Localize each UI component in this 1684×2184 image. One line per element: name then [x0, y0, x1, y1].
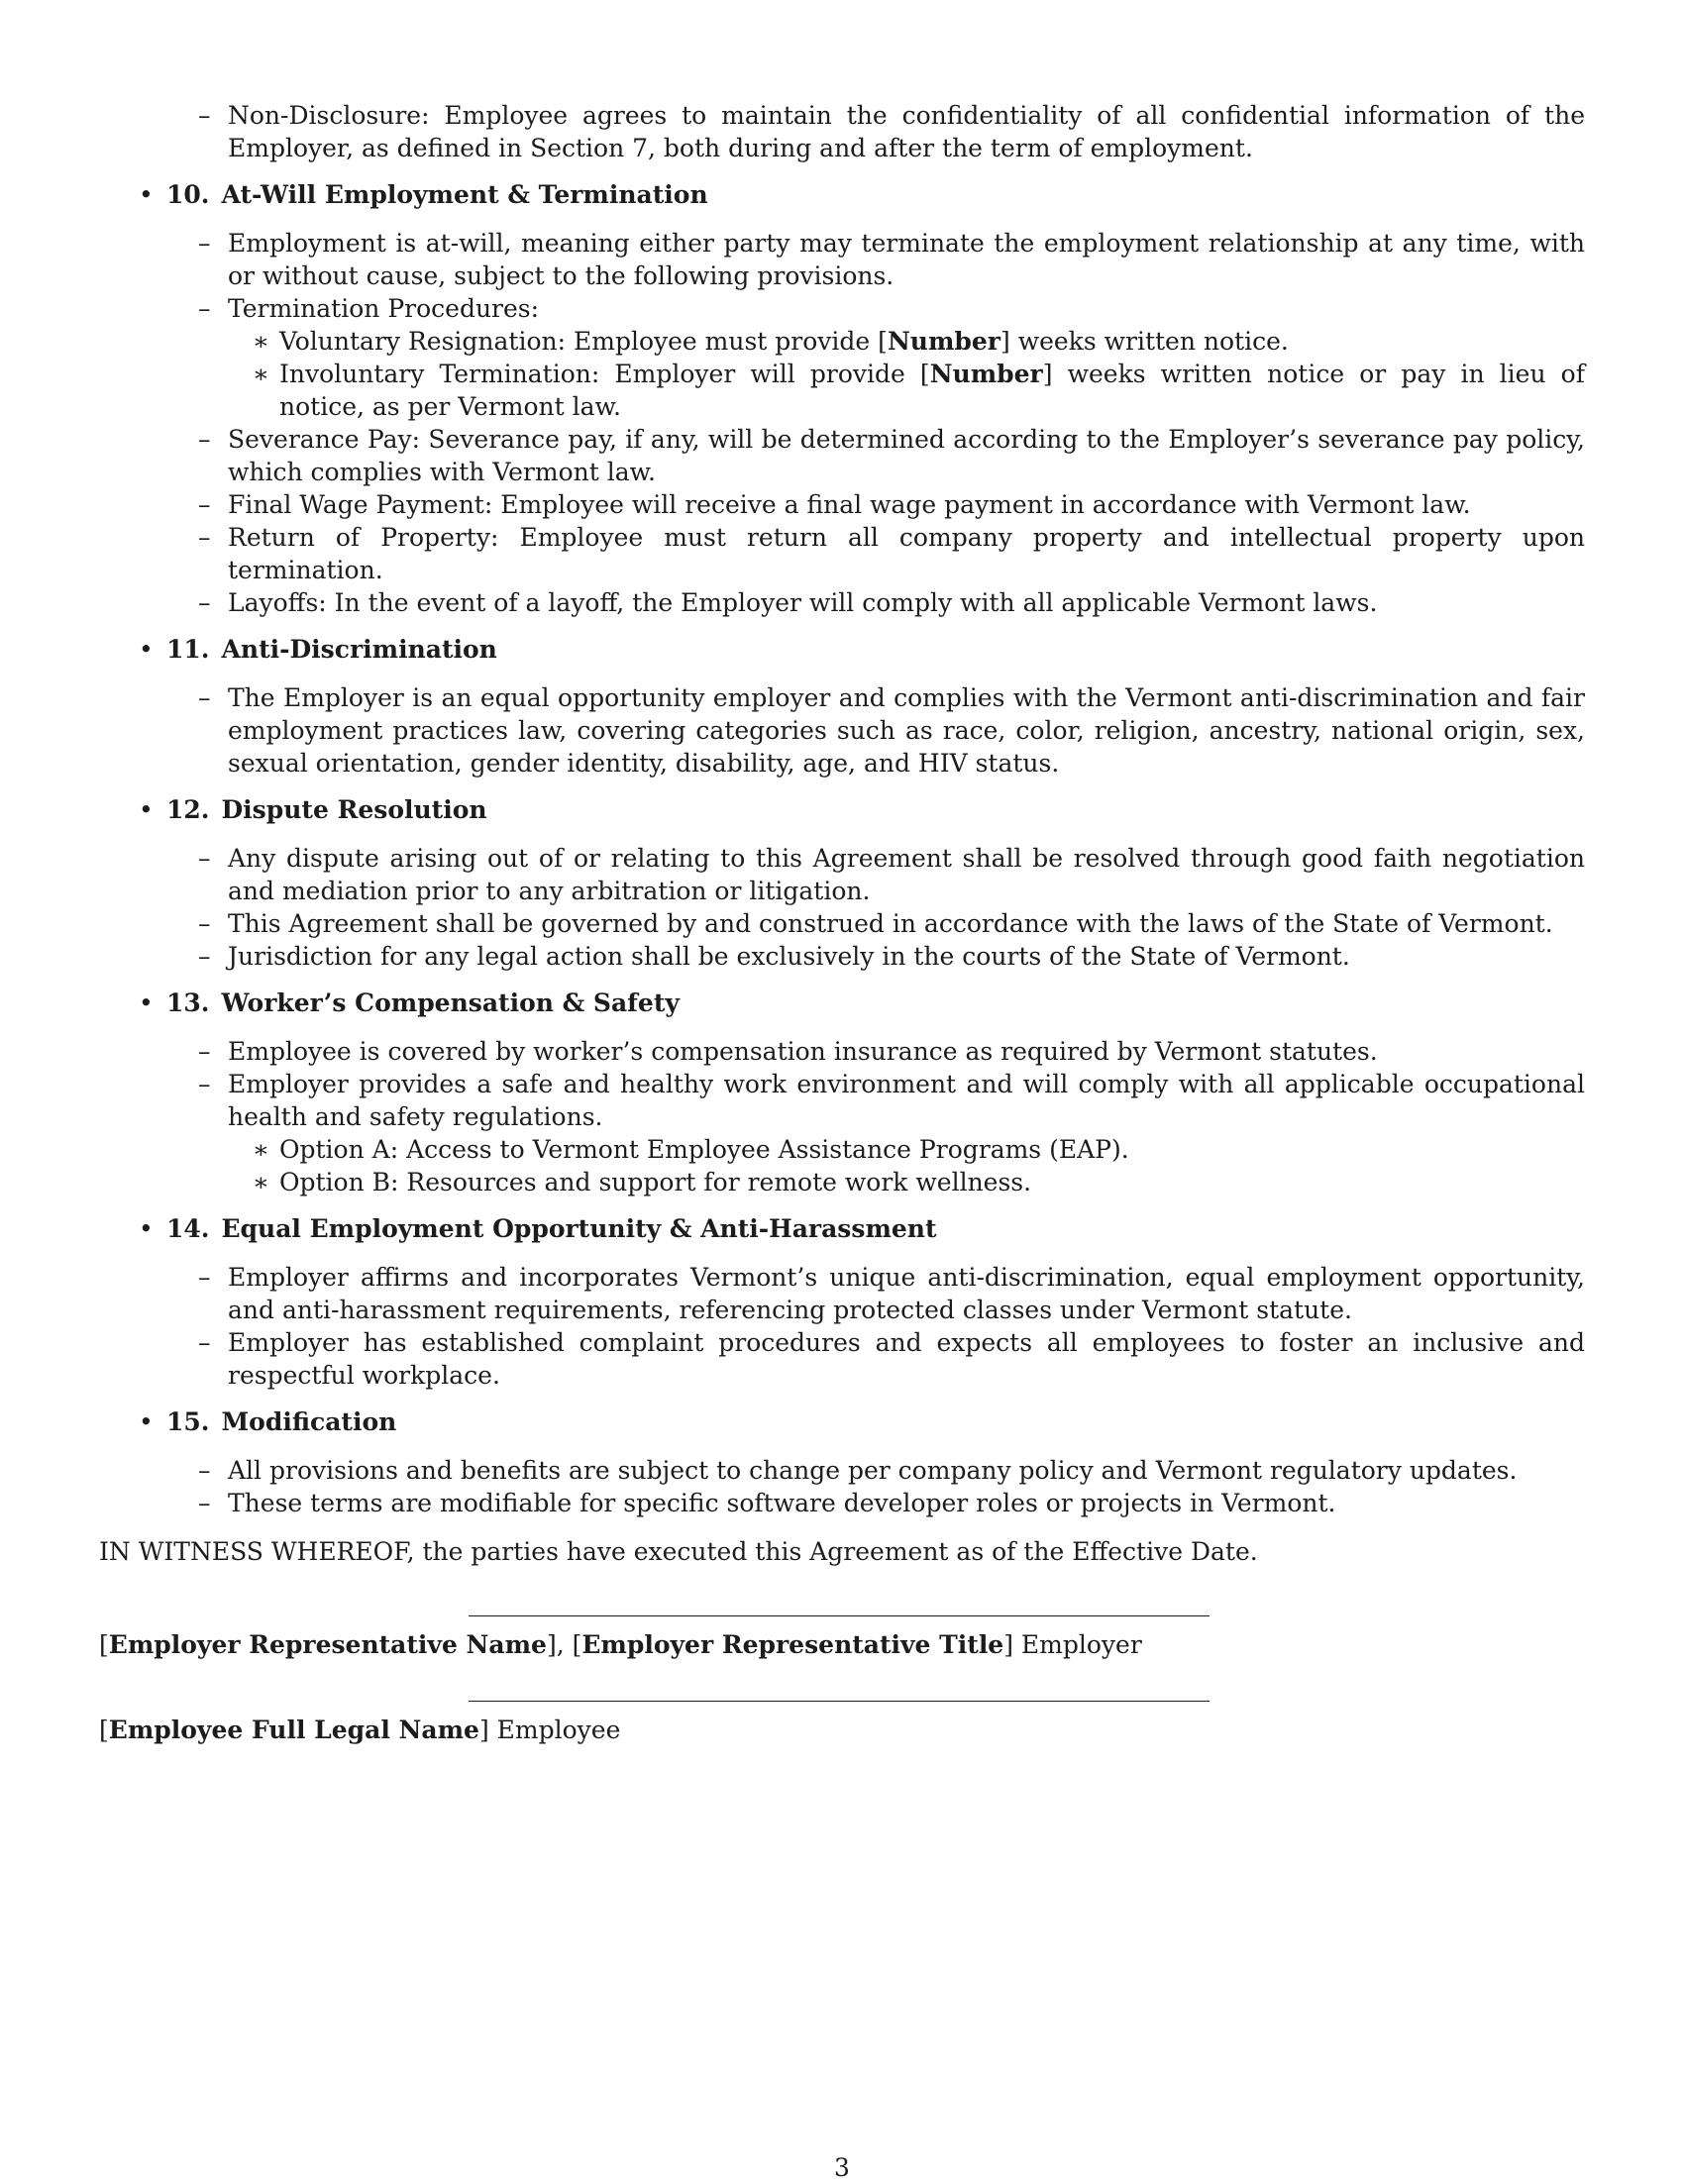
section-items: [99, 1454, 1585, 1519]
dash-bullet: –: [198, 588, 211, 617]
list-item-text: Return of Property: Employee must return all company property and intellectual property upon termination.: [228, 523, 1585, 584]
star-bullet: ∗: [253, 327, 269, 356]
list-item: [198, 488, 1585, 521]
list-item-text: The Employer is an equal opportunity employer and complies with the Vermont anti-discrimination and fair employment practices law, covering categories such as race, color, religion, ancestry, national origin, sex, sexual orientation, gender identity, disability, age, and HIV status.: [228, 683, 1585, 778]
employee-role: Employee: [496, 1716, 621, 1744]
sub-list-item: [253, 325, 1585, 358]
list-item: [198, 1068, 1585, 1198]
dash-bullet: –: [198, 683, 211, 712]
sub-list: [228, 325, 1585, 423]
section: [99, 178, 1585, 619]
section-title: Anti-Discrimination: [221, 635, 497, 664]
dash-bullet: –: [198, 909, 211, 938]
employer-signature-label: [Employer Representative Name], [Employer Representative Title] Employer: [99, 1630, 1142, 1659]
employer-rep-name-placeholder: Employer Representative Name: [108, 1630, 547, 1659]
star-bullet: ∗: [253, 1135, 269, 1164]
list-item: [198, 521, 1585, 586]
list-item-text: All provisions and benefits are subject to change per company policy and Vermont regulatory updates.: [228, 1456, 1518, 1485]
section: [99, 633, 1585, 780]
dash-bullet: –: [198, 942, 211, 971]
list-item: [198, 1326, 1585, 1392]
section-items: [99, 681, 1585, 780]
section-heading: [139, 1212, 1585, 1245]
sub-list-item: [253, 1133, 1585, 1166]
dash-bullet: –: [198, 1070, 211, 1098]
dash-bullet: –: [198, 229, 211, 258]
list-item: [198, 842, 1585, 907]
section-title: At-Will Employment & Termination: [221, 180, 708, 209]
star-bullet: ∗: [253, 1168, 269, 1196]
list-item: [198, 1261, 1585, 1326]
section-title: Equal Employment Opportunity & Anti-Harassment: [221, 1214, 937, 1243]
list-item-text: Severance Pay: Severance pay, if any, will be determined according to the Employer’s severance pay policy, which complies with Vermont law.: [228, 425, 1585, 486]
section-items: [99, 1261, 1585, 1392]
section-heading: [139, 633, 1585, 666]
section-list: [99, 178, 1585, 1519]
bullet-dot: •: [139, 180, 154, 209]
bullet-dot: •: [139, 988, 154, 1017]
list-item: [198, 423, 1585, 488]
placeholder-field: Number: [887, 327, 1000, 356]
sub-list-item-text: Option A: Access to Vermont Employee Assistance Programs (EAP).: [279, 1135, 1129, 1164]
list-item: [198, 907, 1585, 940]
list-item-text: These terms are modifiable for specific software developer roles or projects in Vermont.: [228, 1489, 1336, 1517]
dash-bullet: –: [198, 425, 211, 454]
section-title: Worker’s Compensation & Safety: [221, 988, 680, 1017]
page-number: 3: [834, 2153, 850, 2182]
section: [99, 987, 1585, 1198]
list-item-text: Employer has established complaint procedures and expects all employees to foster an inclusive and respectful workplace.: [228, 1328, 1585, 1390]
list-item-text: Jurisdiction for any legal action shall be exclusively in the courts of the State of Vermont.: [228, 942, 1350, 971]
sub-list-item: [253, 1166, 1585, 1198]
dash-bullet: –: [198, 523, 211, 552]
dash-bullet: –: [198, 490, 211, 519]
placeholder-field: Number: [929, 360, 1043, 388]
bullet-dot: •: [139, 795, 154, 824]
section: [99, 1212, 1585, 1392]
list-item: [198, 1487, 1585, 1519]
section-items: [99, 842, 1585, 973]
list-item: [198, 681, 1585, 780]
dash-bullet: –: [198, 1263, 211, 1292]
list-item: [198, 99, 1585, 164]
section-heading: [139, 793, 1585, 826]
bullet-dot: •: [139, 1214, 154, 1243]
sub-list: [228, 1133, 1585, 1198]
list-item-text: Layoffs: In the event of a layoff, the Employer will comply with all applicable Vermont laws.: [228, 588, 1378, 617]
list-item-text: Employer affirms and incorporates Vermont’s unique anti-discrimination, equal employment opportunity, and anti-harassment requirements, referencing protected classes under Vermont statute.: [228, 1263, 1585, 1324]
list-item-text: Non-Disclosure: Employee agrees to maintain the confidentiality of all confidential information of the Employer, as defined in Section 7, both during and after the term of employment.: [228, 101, 1585, 162]
section-title: Dispute Resolution: [221, 795, 487, 824]
list-item-text: Employee is covered by worker’s compensation insurance as required by Vermont statutes.: [228, 1037, 1378, 1066]
employee-signature-label: [Employee Full Legal Name] Employee: [99, 1716, 621, 1744]
dash-bullet: –: [198, 1489, 211, 1517]
section-number: 13.: [166, 988, 210, 1017]
section-heading: [139, 178, 1585, 211]
continued-list: [99, 99, 1585, 164]
section: [99, 1405, 1585, 1519]
section-number: 14.: [166, 1214, 210, 1243]
sub-list-item-text: Voluntary Resignation: Employee must provide [Number] weeks written notice.: [279, 327, 1289, 356]
sub-list-item-text: Involuntary Termination: Employer will provide [Number] weeks written notice or pay in lieu of notice, as per Vermont law.: [279, 360, 1585, 421]
employee-signature-line: [469, 1701, 1210, 1702]
sub-list-item: [253, 358, 1585, 423]
section-heading: [139, 1405, 1585, 1438]
section-items: [99, 227, 1585, 619]
list-item: [198, 940, 1585, 973]
section-items: [99, 1035, 1585, 1198]
list-item-text: Employer provides a safe and healthy work environment and will comply with all applicable occupational health and safety regulations.: [228, 1070, 1585, 1131]
section-number: 11.: [166, 635, 210, 664]
list-item-text: Final Wage Payment: Employee will receive a final wage payment in accordance with Vermont law.: [228, 490, 1471, 519]
list-item: [198, 227, 1585, 292]
list-item-text: This Agreement shall be governed by and construed in accordance with the laws of the State of Vermont.: [228, 909, 1553, 938]
section-number: 10.: [166, 180, 210, 209]
list-item-text: Any dispute arising out of or relating to this Agreement shall be resolved through good faith negotiation and mediation prior to any arbitration or litigation.: [228, 844, 1585, 905]
list-item: [198, 1454, 1585, 1487]
list-item: [198, 292, 1585, 423]
dash-bullet: –: [198, 294, 211, 323]
page-content: [99, 99, 1585, 1746]
witness-statement: IN WITNESS WHEREOF, the parties have executed this Agreement as of the Effective Date.: [99, 1537, 1258, 1566]
list-item: [198, 586, 1585, 619]
employer-role: Employer: [1020, 1630, 1142, 1659]
dash-bullet: –: [198, 1328, 211, 1357]
bullet-dot: •: [139, 1407, 154, 1436]
list-item: [198, 1035, 1585, 1068]
section-number: 15.: [166, 1407, 210, 1436]
employer-rep-title-placeholder: Employer Representative Title: [581, 1630, 1004, 1659]
employee-name-placeholder: Employee Full Legal Name: [108, 1716, 479, 1744]
sub-list-item-text: Option B: Resources and support for remote work wellness.: [279, 1168, 1032, 1196]
section: [99, 793, 1585, 973]
list-item-text: Employment is at-will, meaning either party may terminate the employment relationship at any time, with or without cause, subject to the following provisions.: [228, 229, 1585, 290]
star-bullet: ∗: [253, 360, 269, 388]
bullet-dot: •: [139, 635, 154, 664]
employer-signature-line: [469, 1615, 1210, 1616]
section-heading: [139, 987, 1585, 1019]
section-title: Modification: [221, 1407, 397, 1436]
dash-bullet: –: [198, 844, 211, 873]
dash-bullet: –: [198, 1456, 211, 1485]
dash-bullet: –: [198, 1037, 211, 1066]
list-item-text: Termination Procedures:: [228, 294, 540, 323]
dash-bullet: –: [198, 101, 211, 130]
section-number: 12.: [166, 795, 210, 824]
